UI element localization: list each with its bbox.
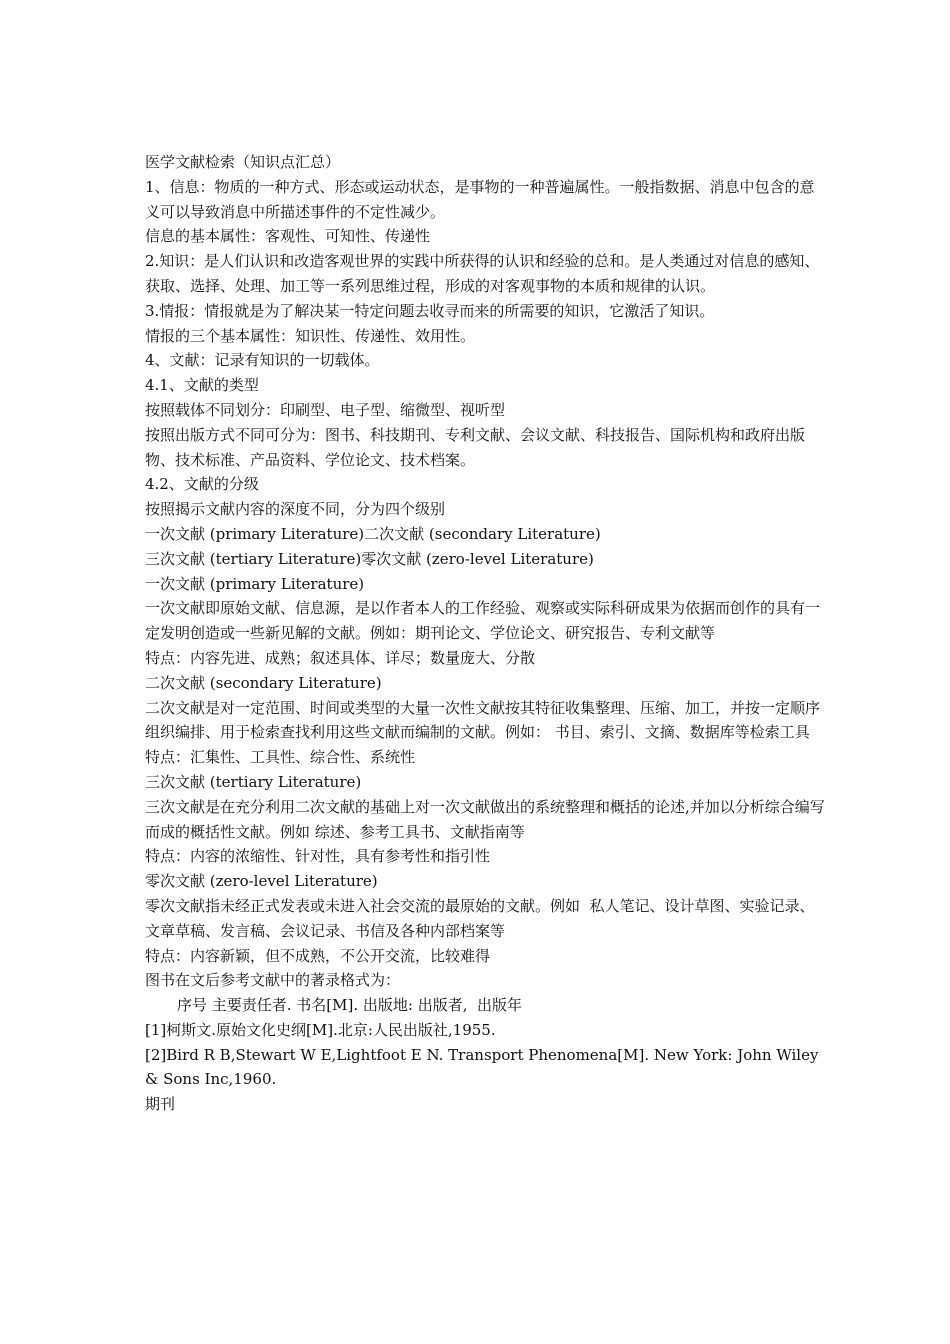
text-line: 信息的基本属性：客观性、可知性、传递性	[145, 227, 431, 246]
document-title: 医学文献检索（知识点汇总）	[145, 153, 341, 171]
text-line: 图书在文后参考文献中的著录格式为：	[145, 971, 401, 990]
subheading: 二次文献 (secondary Literature)	[145, 673, 382, 692]
section-heading: 4.2、文献的分级	[145, 475, 259, 494]
reference-item: [1]柯斯文.原始文化史纲[M].北京:人民出版社,1955.	[145, 1020, 496, 1039]
subheading: 三次文献 (tertiary Literature)	[145, 772, 362, 791]
text-line: 特点：内容新颖，但不成熟，不公开交流，比较难得	[145, 946, 491, 965]
text-line: 3.情报：情报就是为了解决某一特定问题去收寻而来的所需要的知识，它激活了知识。	[145, 301, 715, 320]
text-line: 特点：汇集性、工具性、综合性、系统性	[145, 748, 416, 767]
text-line: 三次文献 (tertiary Literature)零次文献 (zero-level Literature)	[145, 549, 594, 568]
text-line: 1、信息：物质的一种方式、形态或运动状态，是事物的一种普遍属性。一般指数据、消息中包含的意义可以导致消息中所描述事件的不定性减少。	[145, 177, 815, 221]
text-line: 一次文献 (primary Literature)二次文献 (secondary Literature)	[145, 524, 601, 543]
text-line: 期刊	[145, 1095, 176, 1114]
subheading: 一次文献 (primary Literature)	[145, 574, 365, 593]
text-line: 特点：内容先进、成熟；叙述具体、详尽；数量庞大、分散	[145, 648, 536, 667]
text-line: 二次文献是对一定范围、时间或类型的大量一次性文献按其特征收集整理、压缩、加工，并按一定顺序组织编排、用于检索查找利用这些文献而编制的文献。例如： 书目、索引、文摘、数据库等检索工具	[145, 698, 821, 742]
text-line: 4、文献：记录有知识的一切载体。	[145, 351, 380, 370]
text-line: 特点：内容的浓缩性、针对性，具有参考性和指引性	[145, 847, 491, 866]
subheading: 零次文献 (zero-level Literature)	[145, 872, 378, 891]
text-line: 按照揭示文献内容的深度不同，分为四个级别	[145, 500, 446, 519]
text-line: 按照出版方式不同可分为：图书、科技期刊、专利文献、会议文献、科技报告、国际机构和政府出版物、技术标准、产品资料、学位论文、技术档案。	[145, 425, 806, 469]
text-line: 2.知识：是人们认识和改造客观世界的实践中所获得的认识和经验的总和。是人类通过对信息的感知、获取、选择、处理、加工等一系列思维过程，形成的对客观事物的本质和规律的认识。	[145, 252, 820, 295]
text-line: 按照载体不同划分：印刷型、电子型、缩微型、视听型	[145, 400, 506, 419]
text-line: 情报的三个基本属性：知识性、传递性、效用性。	[145, 326, 476, 345]
text-line: 零次文献指未经正式发表或未进入社会交流的最原始的文献。例如 私人笔记、设计草图、实验记录、文章草稿、发言稿、会议记录、书信及各种内部档案等	[145, 896, 815, 940]
reference-item: [2]Bird R B,Stewart W E,Lightfoot E N. Transport Phenomena[M]. New York: John Wiley & Sons Inc,1960.	[145, 1045, 824, 1089]
citation-format: 序号 主要责任者. 书名[M]. 出版地: 出版者, 出版年	[177, 996, 523, 1015]
text-line: 一次文献即原始文献、信息源，是以作者本人的工作经验、观察或实际科研成果为依据而创作的具有一定发明创造或一些新见解的文献。例如：期刊论文、学位论文、研究报告、专利文献等	[145, 599, 821, 643]
text-line: 三次文献是在充分利用二次文献的基础上对一次文献做出的系统整理和概括的论述,并加以分析综合编写而成的概括性文献。例如 综述、参考工具书、文献指南等	[145, 797, 825, 841]
section-heading: 4.1、文献的类型	[145, 376, 259, 395]
document-body	[145, 150, 825, 1117]
